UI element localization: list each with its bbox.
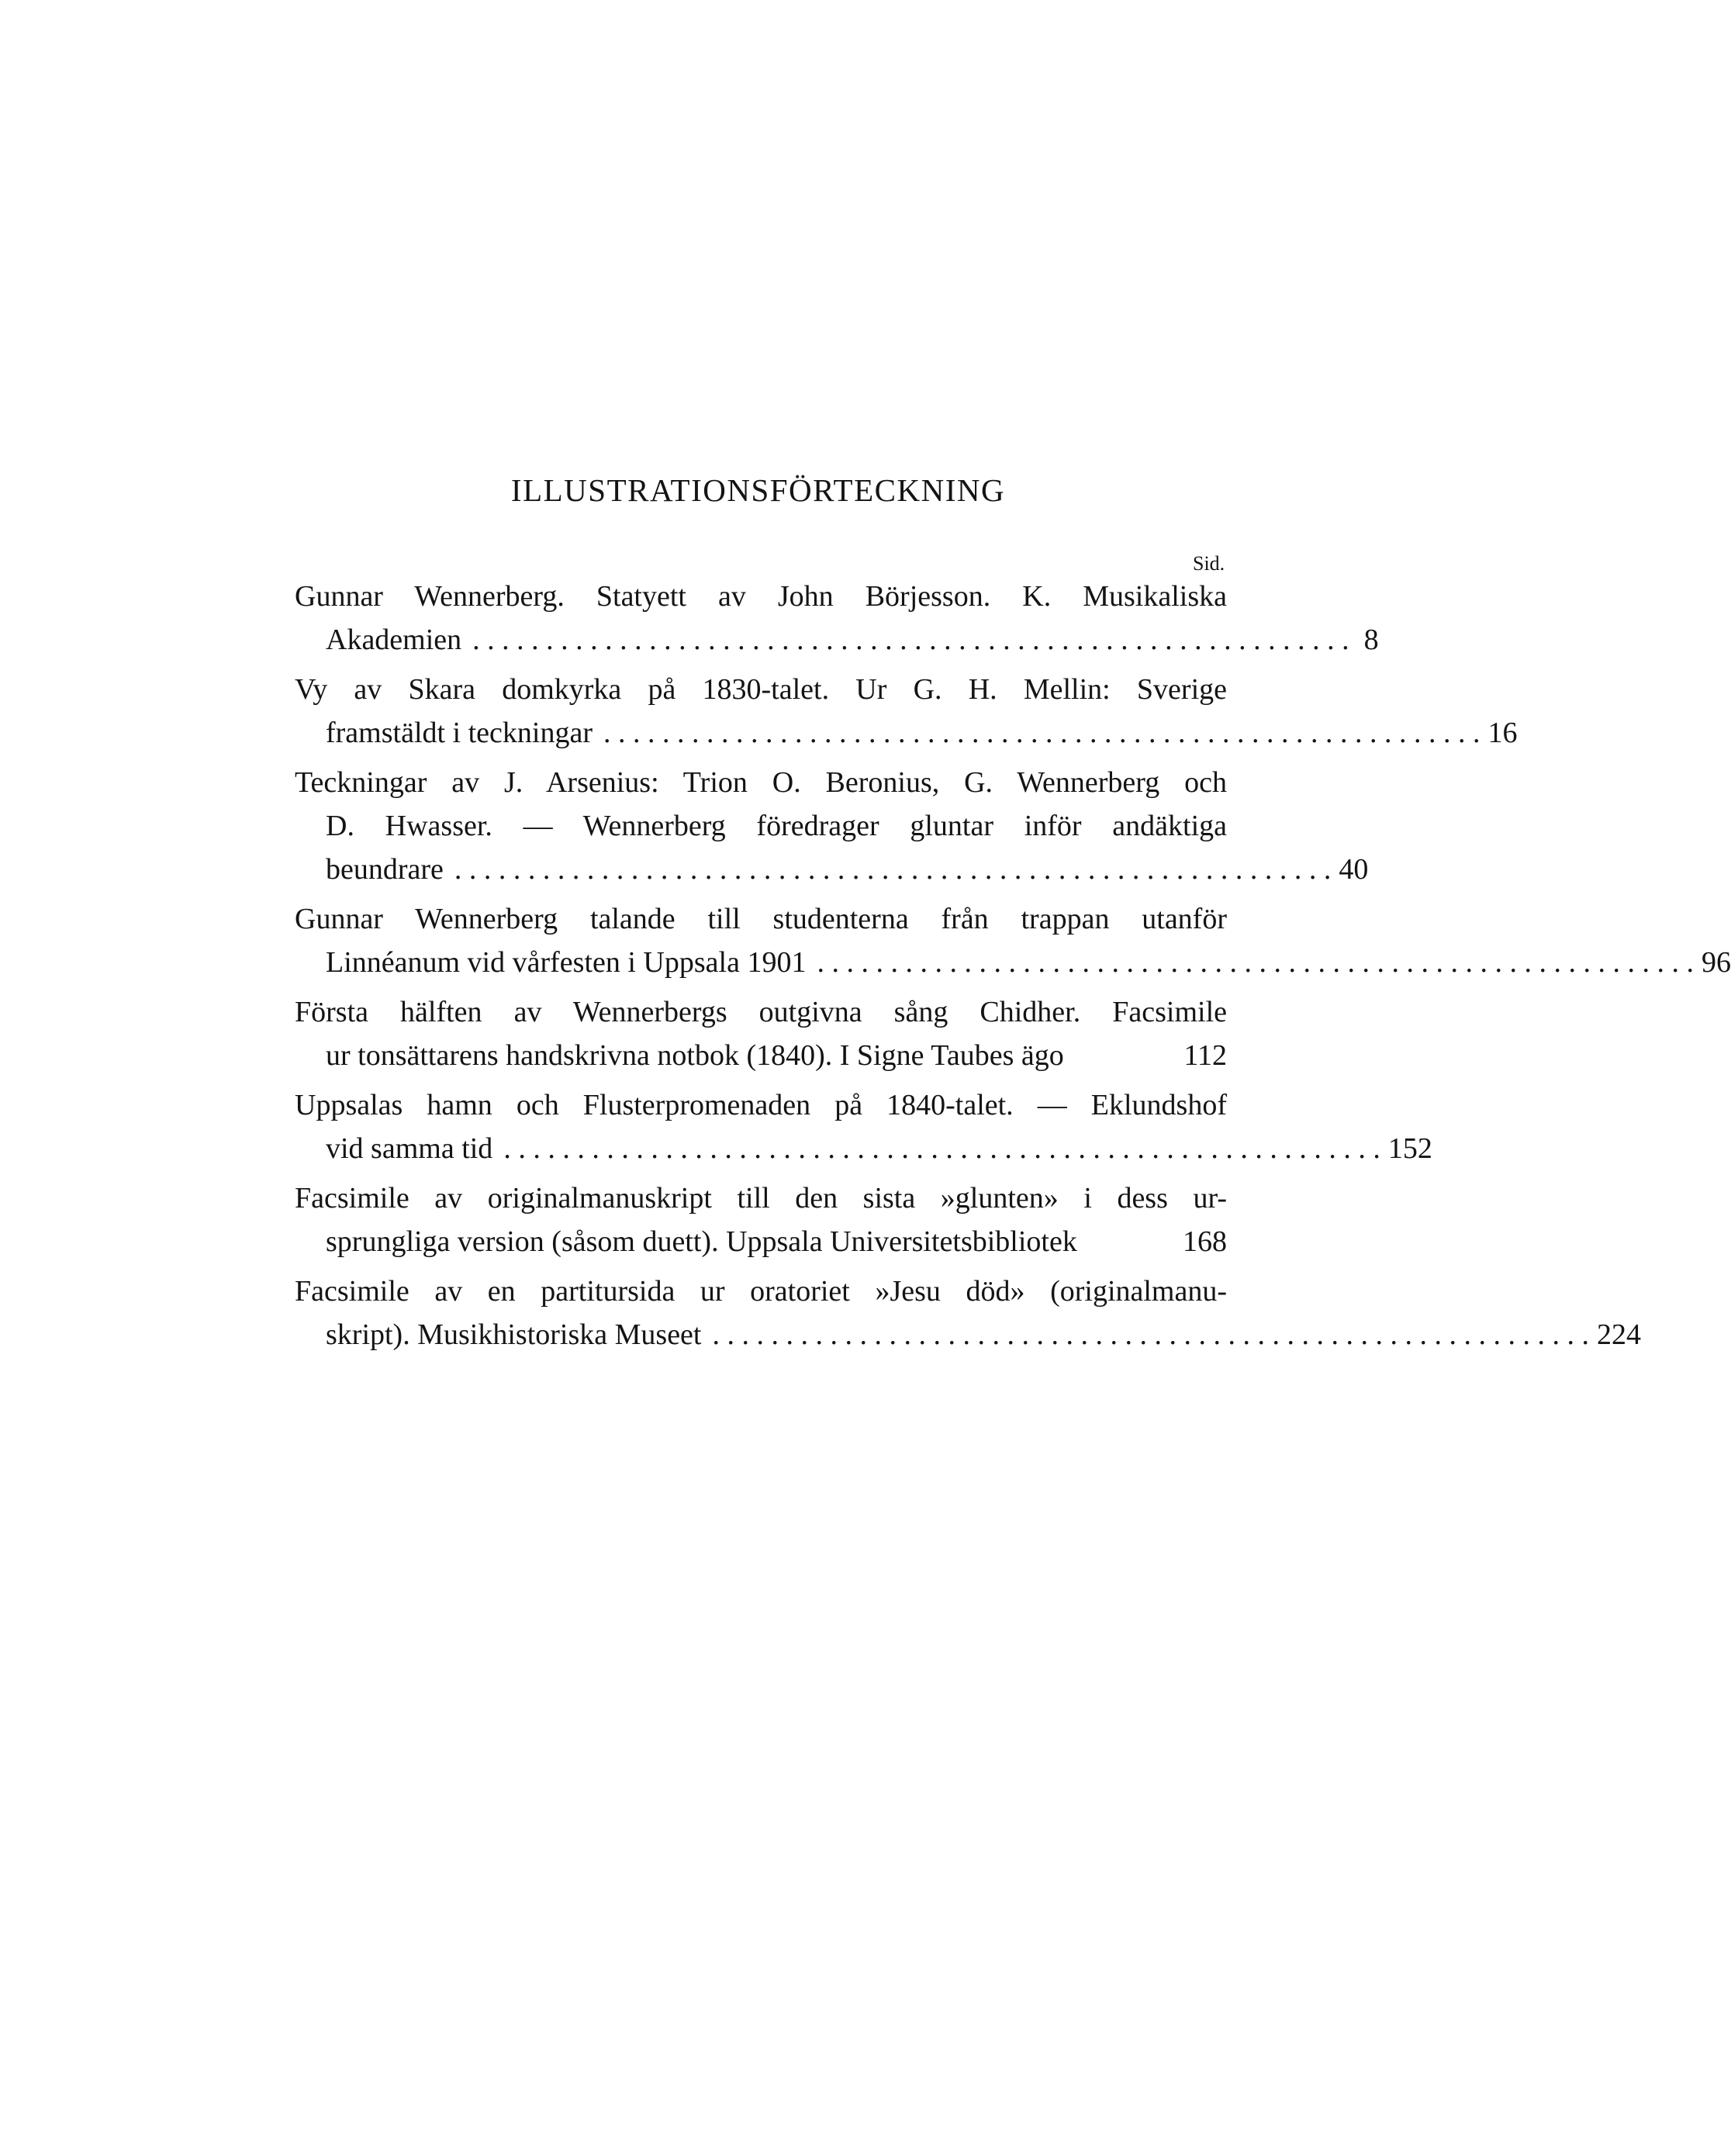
entry-text: framstäldt i teckningar [326, 717, 593, 749]
list-item [295, 761, 1369, 891]
leader-dots: . . . . . . . . . . . . . . . . . . . . . . . . . . . . . . . . . . . . . . . . . . . . . . . . . . . . . . . . . . . . [817, 946, 1694, 979]
page-number: 96 [1701, 946, 1731, 979]
illustration-list [295, 575, 1731, 1363]
entry-text: skript). Musikhistoriska Museet [326, 1318, 702, 1351]
page-number: 8 [1363, 624, 1379, 656]
entry-line: Gunnar Wennerberg talande till studenterna från trappan utanför [295, 903, 1227, 935]
page-number: 112 [1183, 1039, 1227, 1072]
list-item [295, 897, 1731, 984]
entry-text: sprungliga version (såsom duett). Uppsala Universitetsbibliotek [326, 1225, 1077, 1258]
page-number: 16 [1487, 717, 1518, 749]
list-item [295, 990, 1227, 1077]
entry-text: ur tonsättarens handskrivna notbok (1840). I Signe Taubes ägo [326, 1039, 1064, 1072]
entry-line: Teckningar av J. Arsenius: Trion O. Beronius, G. Wennerberg och [295, 766, 1227, 799]
page-number: 40 [1339, 853, 1369, 886]
page-number: 224 [1596, 1318, 1641, 1351]
entry-line: Första hälften av Wennerbergs outgivna sång Chidher. Facsimile [295, 996, 1227, 1028]
leader-dots: . . . . . . . . . . . . . . . . . . . . . . . . . . . . . . . . . . . . . . . . . . . . . . . . . . . . . . . . . . . . [454, 853, 1332, 886]
entry-last-line [295, 618, 1379, 662]
entry-line: Gunnar Wennerberg. Statyett av John Börjesson. K. Musikaliska [295, 580, 1227, 613]
list-item [295, 1083, 1432, 1170]
entry-line: Uppsalas hamn och Flusterpromenaden på 1840-talet. — Eklundshof [295, 1089, 1227, 1121]
entry-line: D. Hwasser. — Wennerberg föredrager gluntar inför andäktiga [326, 810, 1227, 842]
entry-last-line [295, 848, 1369, 891]
list-item [295, 1176, 1227, 1263]
leader-dots: . . . . . . . . . . . . . . . . . . . . . . . . . . . . . . . . . . . . . . . . . . . . . . . . . . . . . . . . . . . . [712, 1318, 1589, 1351]
entry-line: Facsimile av originalmanuskript till den sista »glunten» i dess ur- [295, 1182, 1227, 1214]
list-item [295, 668, 1518, 755]
entry-last-line [295, 711, 1518, 755]
entry-text: vid samma tid [326, 1132, 493, 1165]
leader-dots: . . . . . . . . . . . . . . . . . . . . . . . . . . . . . . . . . . . . . . . . . . . . . . . . . . . . . . . . . . . . [603, 717, 1481, 749]
list-item [295, 575, 1379, 662]
entry-text: Akademien [326, 624, 462, 656]
entry-last-line [295, 1220, 1227, 1263]
leader-dots: . . . . . . . . . . . . . . . . . . . . . . . . . . . . . . . . . . . . . . . . . . . . . . . . . . . . . . . . . . . . [503, 1132, 1380, 1165]
entry-line: Vy av Skara domkyrka på 1830-talet. Ur G. H. Mellin: Sverige [295, 673, 1227, 706]
list-item [295, 1270, 1641, 1356]
entry-last-line [295, 1034, 1227, 1077]
entry-text: beundrare [326, 853, 444, 886]
entry-last-line [295, 1313, 1641, 1356]
entry-last-line [295, 1127, 1432, 1170]
entry-line: Facsimile av en partitursida ur oratoriet »Jesu död» (originalmanu- [295, 1275, 1227, 1308]
page-title: ILLUSTRATIONSFÖRTECKNING [510, 472, 1006, 508]
entry-text: Linnéanum vid vårfesten i Uppsala 1901 [326, 946, 807, 979]
leader-dots: . . . . . . . . . . . . . . . . . . . . . . . . . . . . . . . . . . . . . . . . . . . . . . . . . . . . . . . . . . . . [472, 624, 1349, 656]
page-number: 168 [1183, 1225, 1227, 1258]
entry-last-line [295, 941, 1731, 984]
page-number: 152 [1387, 1132, 1432, 1165]
page-column-header: Sid. [1193, 552, 1225, 575]
